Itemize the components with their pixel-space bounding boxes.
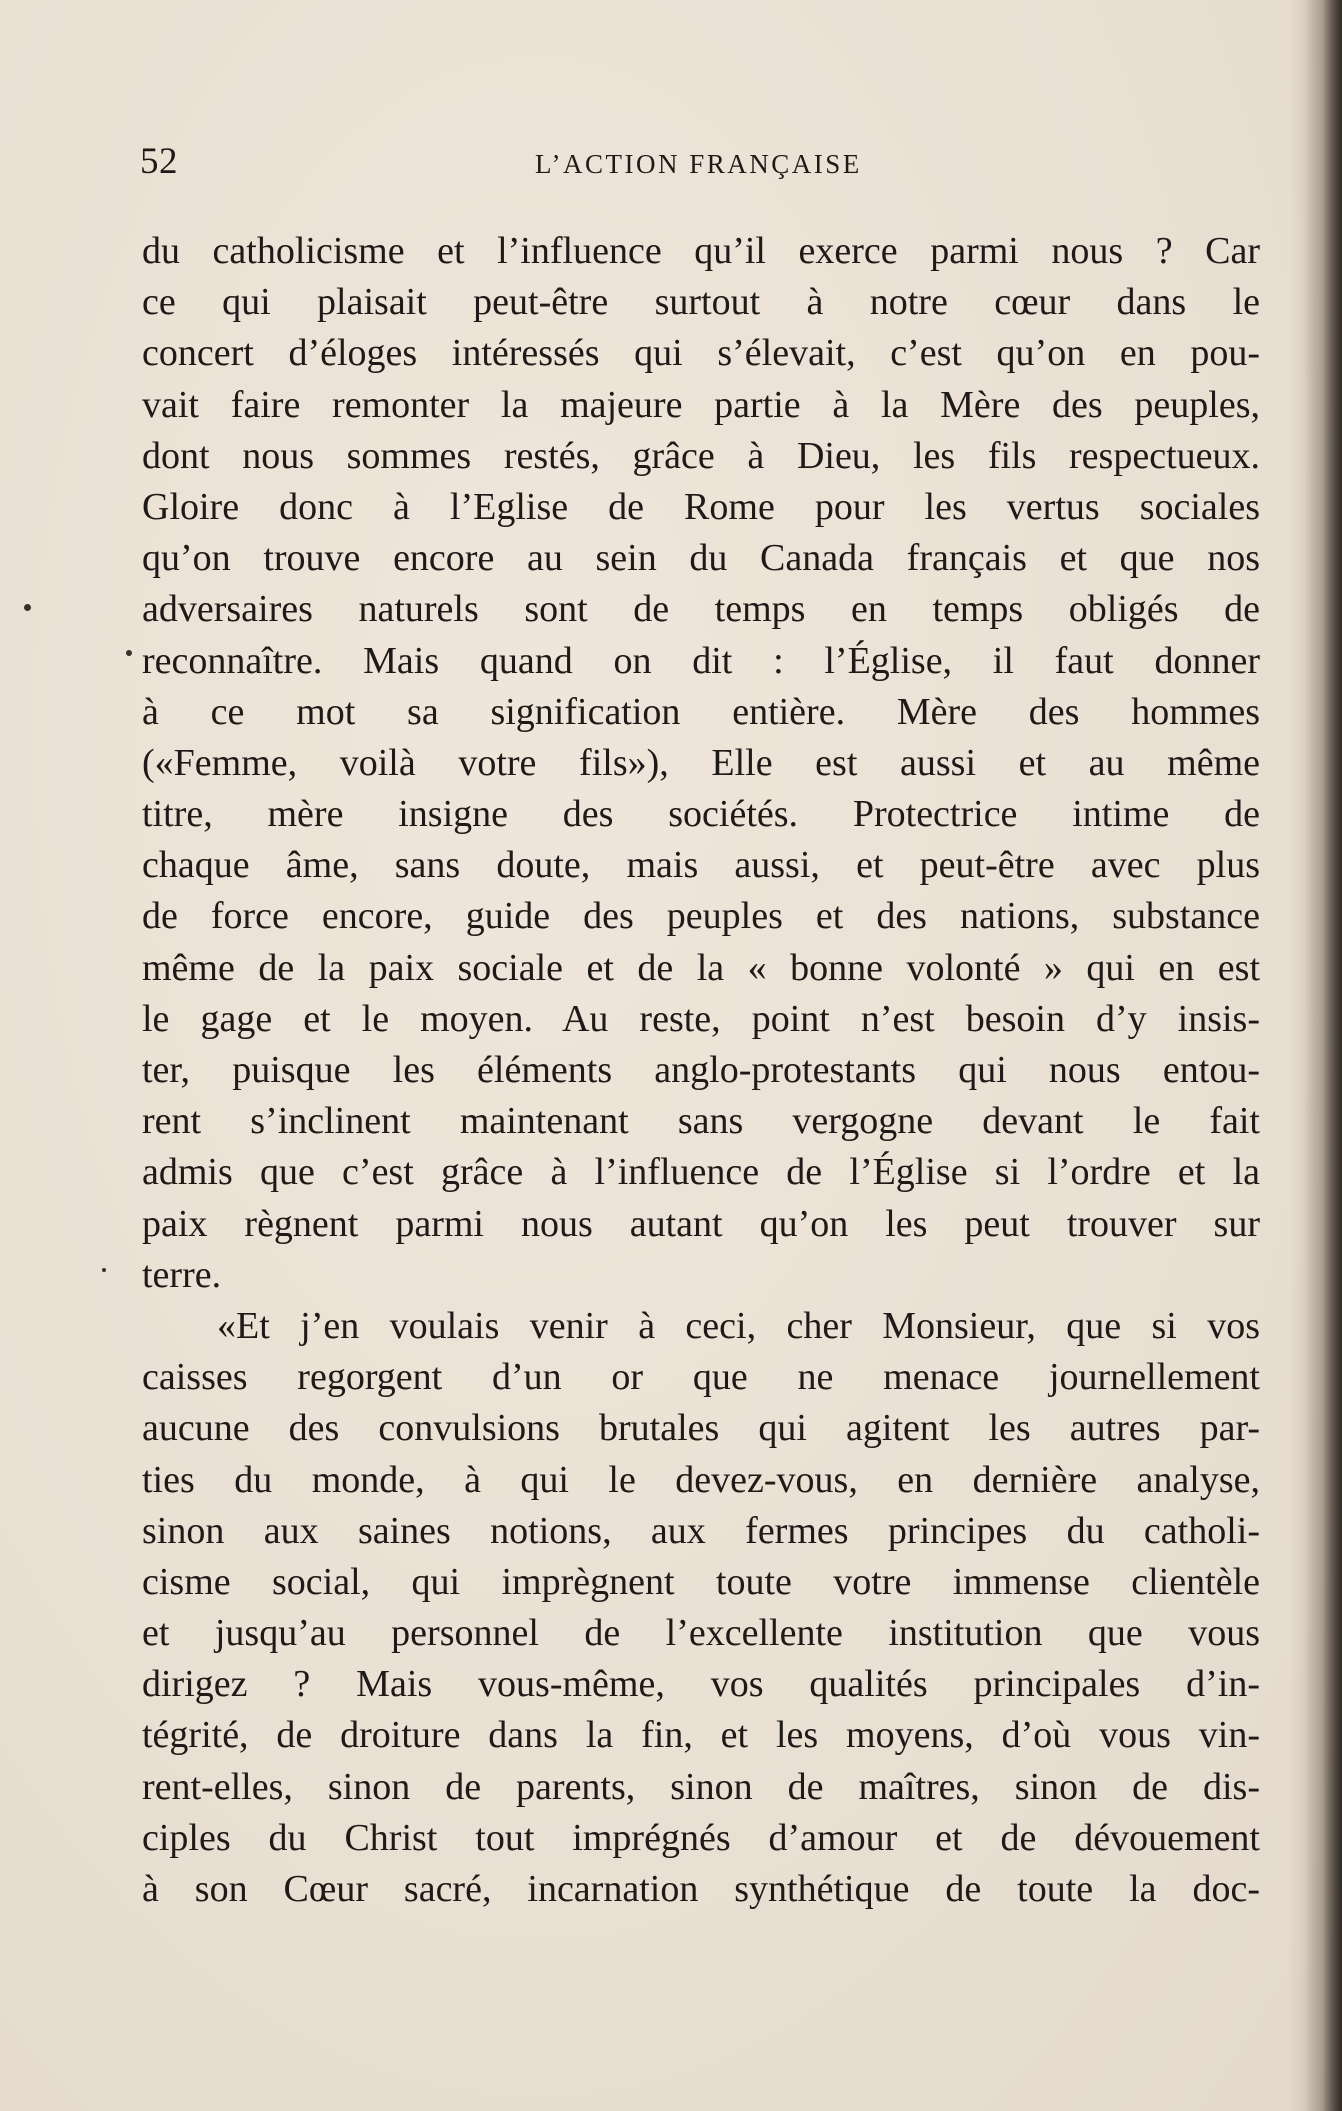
text-line: à son Cœur sacré, incarnation synthétique de toute la doc- <box>142 1868 1260 1910</box>
text-line: de force encore, guide des peuples et des nations, substance <box>142 895 1260 938</box>
running-head <box>140 140 1265 190</box>
text-line: titre, mère insigne des sociétés. Protectrice intime de <box>142 793 1260 836</box>
text-line: aucune des convulsions brutales qui agitent les autres par- <box>142 1407 1260 1450</box>
ink-speck <box>102 1268 106 1272</box>
text-line: ciples du Christ tout imprégnés d’amour et de dévouement <box>142 1816 1260 1859</box>
text-line: même de la paix sociale et de la « bonne volonté » qui en est <box>142 946 1260 989</box>
text-line: ter, puisque les éléments anglo-protestants qui nous entou- <box>142 1049 1260 1091</box>
text-line: à ce mot sa signification entière. Mère des hommes <box>142 690 1260 733</box>
text-line: vait faire remonter la majeure partie à la Mère des peuples, <box>142 383 1260 426</box>
running-title: L’ACTION FRANÇAISE <box>535 149 862 179</box>
text-line-paragraph-end: terre. <box>142 1253 222 1296</box>
text-line: («Femme, voilà votre fils»), Elle est aussi et au même <box>142 741 1260 784</box>
ink-speck <box>126 650 132 656</box>
text-line: rent-elles, sinon de parents, sinon de maîtres, sinon de dis- <box>142 1765 1260 1808</box>
page-number: 52 <box>140 141 178 182</box>
text-line: ce qui plaisait peut-être surtout à notre cœur dans le <box>142 281 1260 324</box>
text-line: le gage et le moyen. Au reste, point n’est besoin d’y insis- <box>142 997 1260 1040</box>
text-line: chaque âme, sans doute, mais aussi, et peut-être avec plus <box>142 844 1260 887</box>
text-line-paragraph-start: «Et j’en voulais venir à ceci, cher Monsieur, que si vos <box>217 1304 1260 1347</box>
text-line: concert d’éloges intéressés qui s’élevait, c’est qu’on en pou- <box>142 332 1260 375</box>
text-line: admis que c’est grâce à l’influence de l’Église si l’ordre et la <box>142 1151 1260 1194</box>
text-line: ties du monde, à qui le devez-vous, en dernière analyse, <box>142 1458 1260 1501</box>
text-line: et jusqu’au personnel de l’excellente institution que vous <box>142 1612 1260 1655</box>
text-line: dirigez ? Mais vous-même, vos qualités principales d’in- <box>142 1663 1260 1706</box>
ink-speck <box>24 604 31 611</box>
page-edge-shadow <box>1304 0 1342 2111</box>
body-text <box>142 226 1260 1915</box>
text-line: du catholicisme et l’influence qu’il exerce parmi nous ? Car <box>142 230 1260 272</box>
text-line: qu’on trouve encore au sein du Canada français et que nos <box>142 537 1260 580</box>
text-line: Gloire donc à l’Eglise de Rome pour les vertus sociales <box>142 485 1260 528</box>
text-line: tégrité, de droiture dans la fin, et les moyens, d’où vous vin- <box>142 1714 1260 1757</box>
text-line: sinon aux saines notions, aux fermes principes du catholi- <box>142 1509 1260 1552</box>
text-line: rent s’inclinent maintenant sans vergogne devant le fait <box>142 1100 1260 1143</box>
text-line: paix règnent parmi nous autant qu’on les peut trouver sur <box>142 1202 1260 1245</box>
text-line: adversaires naturels sont de temps en temps obligés de <box>142 588 1260 631</box>
text-line: cisme social, qui imprègnent toute votre immense clientèle <box>142 1560 1260 1603</box>
text-line: reconnaître. Mais quand on dit : l’Église, il faut donner <box>142 639 1260 682</box>
text-line: caisses regorgent d’un or que ne menace journellement <box>142 1356 1260 1399</box>
text-line: dont nous sommes restés, grâce à Dieu, les fils respectueux. <box>142 434 1260 477</box>
